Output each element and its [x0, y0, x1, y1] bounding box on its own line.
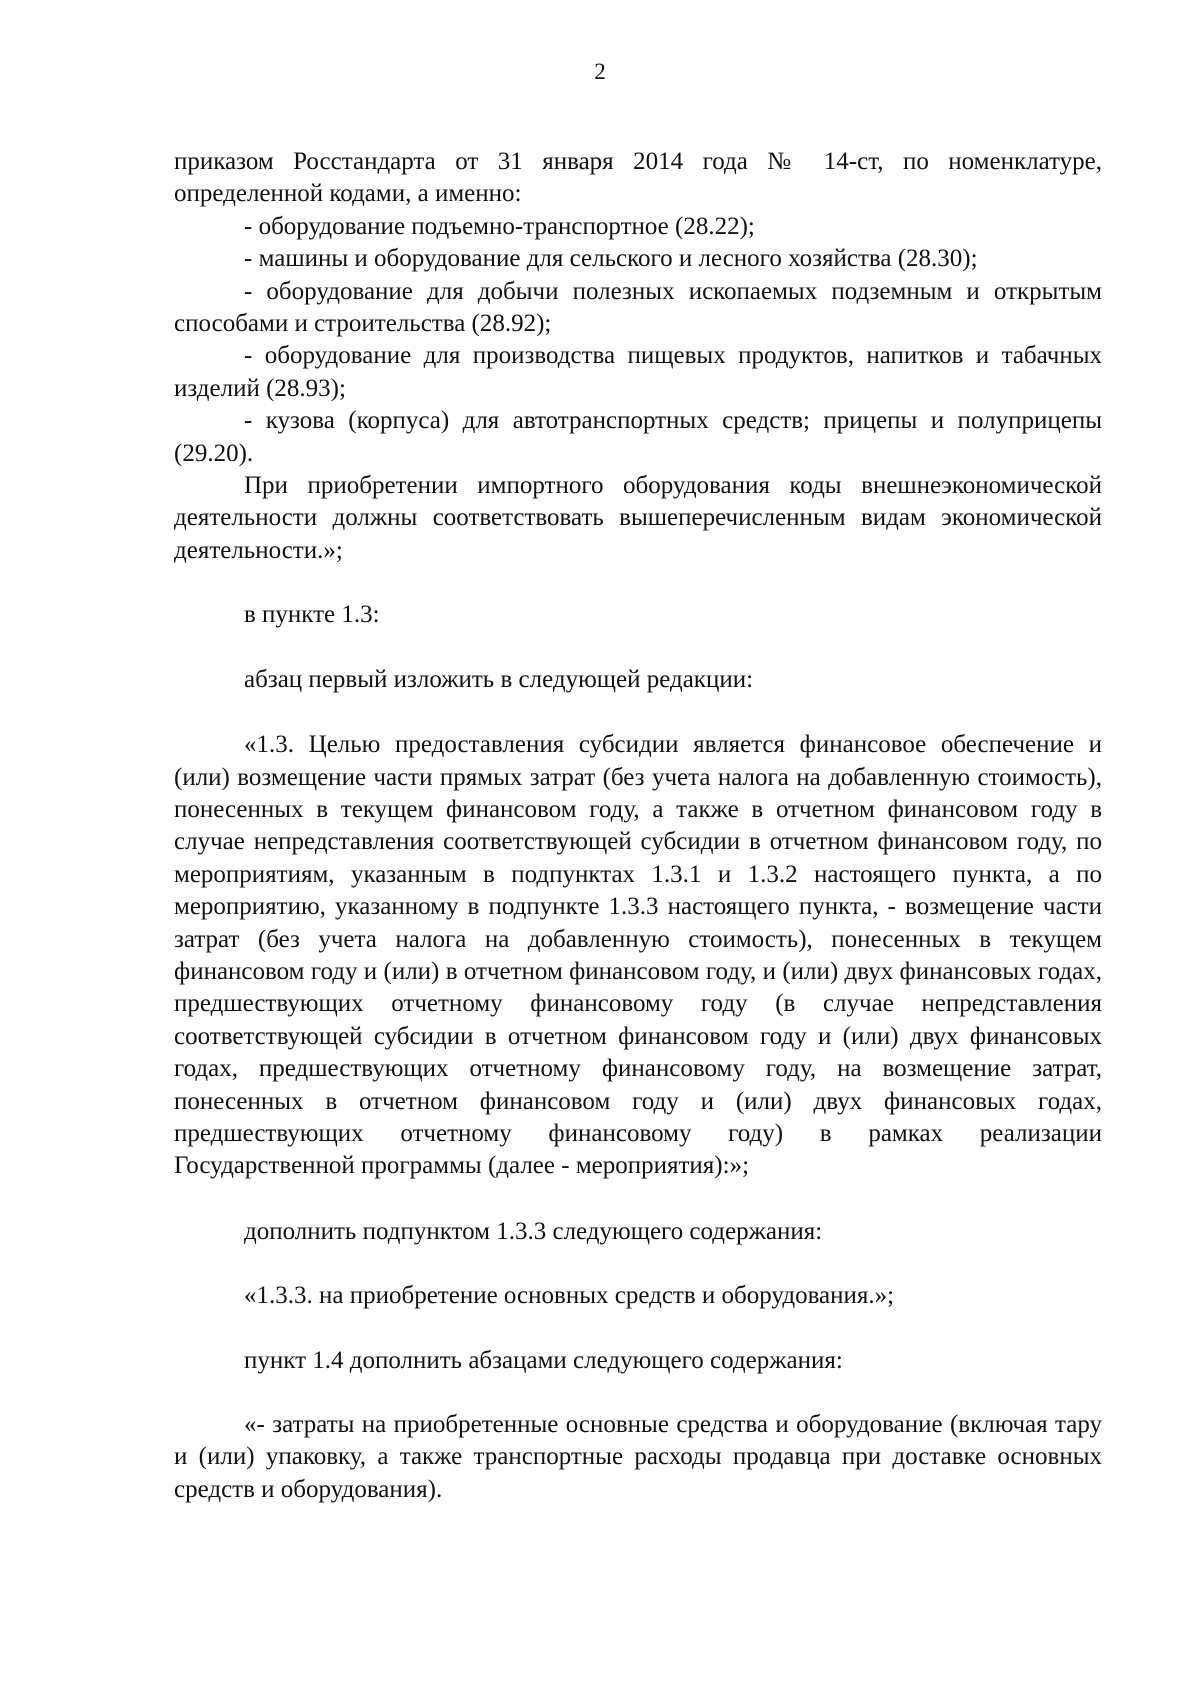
list-item-vehicle-bodies: - кузова (корпуса) для автотранспортных средств; прицепы и полуприцепы (29.20).	[174, 407, 1102, 467]
list-item-food-equipment: - оборудование для производства пищевых продуктов, напитков и табачных изделий (28.93);	[174, 342, 1102, 402]
paragraph-first-abstract-instruction: абзац первый изложить в следующей редакции:	[244, 665, 754, 693]
paragraph-costs-item: «- затраты на приобретенные основные средства и оборудование (включая тару и (или) упаковку, а также транспортные расходы продавца при доставке основных средств и оборудования).	[174, 1411, 1102, 1503]
list-item-mining-equipment: - оборудование для добычи полезных ископаемых подземным и открытым способами и строительства (28.92);	[174, 277, 1102, 338]
list-item-lifting-equipment: - оборудование подъемно-транспортное (28.22);	[244, 212, 755, 240]
paragraph-subclause-1-3-3: «1.3.3. на приобретение основных средств и оборудования.»;	[244, 1282, 895, 1310]
list-item-agricultural-machinery: - машины и оборудование для сельского и лесного хозяйства (28.30);	[244, 245, 978, 273]
document-body	[174, 146, 1102, 1506]
paragraph-import-codes: При приобретении импортного оборудования коды внешнеэкономической деятельности должны соответствовать вышеперечисленным видам экономической деятельности.»;	[174, 472, 1102, 564]
paragraph-clause-1-3-intro: в пункте 1.3:	[244, 601, 380, 629]
paragraph-add-subclause-instruction: дополнить подпунктом 1.3.3 следующего содержания:	[244, 1217, 823, 1245]
paragraph-order-reference: приказом Росстандарта от 31 января 2014 года № 14-ст, по номенклатуре, определенной кодами, а именно:	[174, 148, 1102, 208]
paragraph-clause-1-3-text: «1.3. Целью предоставления субсидии является финансовое обеспечение и (или) возмещение части прямых затрат (без учета налога на добавленную стоимость), понесенных в текущем финансовом году, а также в отчетном финансовом году в случае непредставления соответствующей субсидии в отчетном финансовом году, по мероприятиям, указанным в подпунктах 1.3.1 и 1.3.2 настоящего пункта, а по мероприятию, указанному в подпункте 1.3.3 настоящего пункта, - возмещение части затрат (без учета налога на добавленную стоимость), понесенных в текущем финансовом году и (или) в отчетном финансовом году, и (или) двух финансовых годах, предшествующих отчетному финансовому году (в случае непредставления соответствующей субсидии в отчетном финансовом году и (или) двух финансовых годах, предшествующих отчетному финансовому году, на возмещение затрат, понесенных в отчетном финансовом году и (или) двух финансовых годах, предшествующих отчетному финансовому году) в рамках реализации Государственной программы (далее - мероприятия):»;	[174, 731, 1102, 1180]
page-number: 2	[594, 59, 606, 84]
paragraph-clause-1-4-instruction: пункт 1.4 дополнить абзацами следующего содержания:	[244, 1346, 843, 1374]
